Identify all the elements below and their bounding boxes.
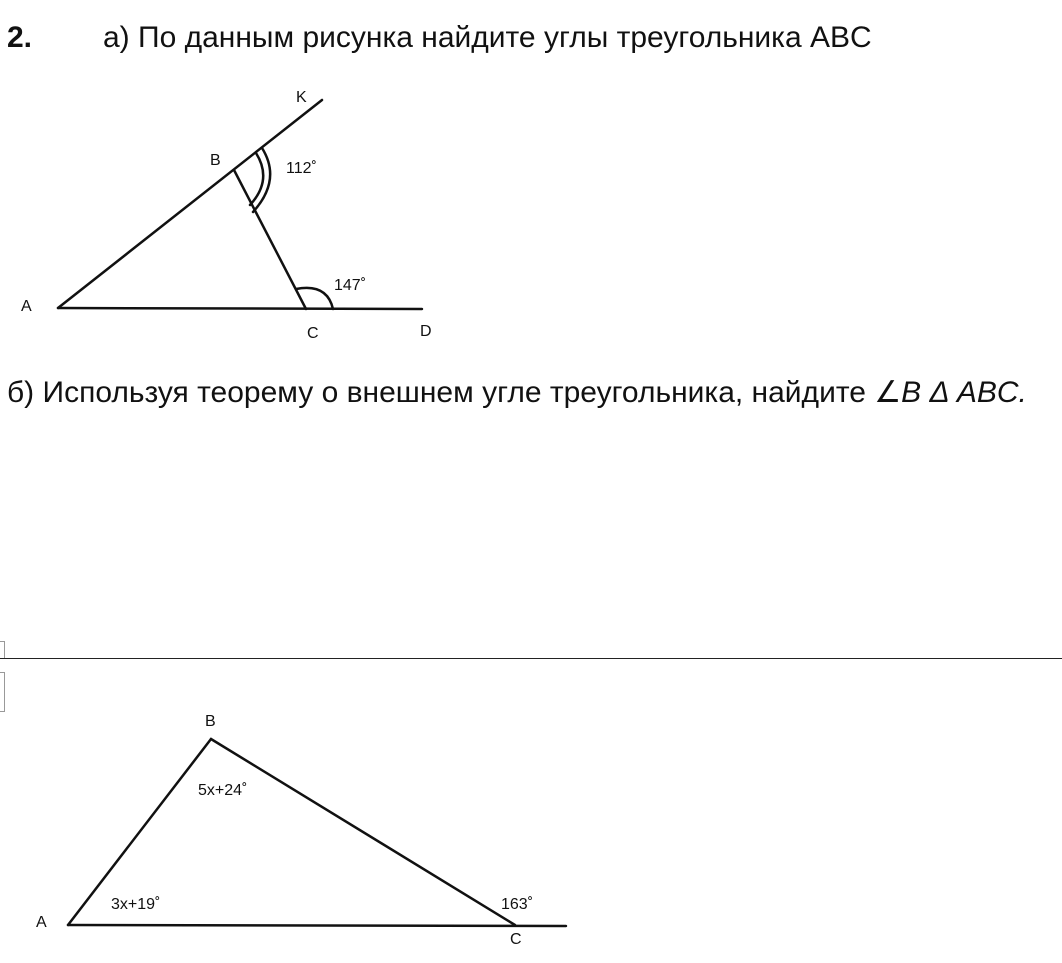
label-B: B [210,152,221,169]
task-number: 2. [7,21,33,54]
side-B-C [211,739,515,925]
label-C: C [510,931,522,948]
angle-label-B: 5x+24˚ [198,782,248,799]
task-part-b-formula: ∠B Δ ABC. [874,376,1027,409]
task-part-b-text: б) Используя теорему о внешнем угле треугольника, найдите [7,376,875,409]
angle-label-112: 112˚ [286,160,317,177]
label-K: K [296,89,307,106]
label-C: C [307,325,319,342]
label-D: D [420,323,432,340]
angle-label-147: 147˚ [334,277,367,294]
angle-label-C: 163˚ [501,896,534,913]
label-A: A [21,298,32,315]
label-A: A [36,914,47,931]
label-B: B [205,713,216,730]
angle-label-A: 3x+19˚ [111,896,161,913]
line-A-C-extended [68,925,566,926]
task-part-a-text: а) По данным рисунка найдите углы треугольника ABC [103,21,872,54]
